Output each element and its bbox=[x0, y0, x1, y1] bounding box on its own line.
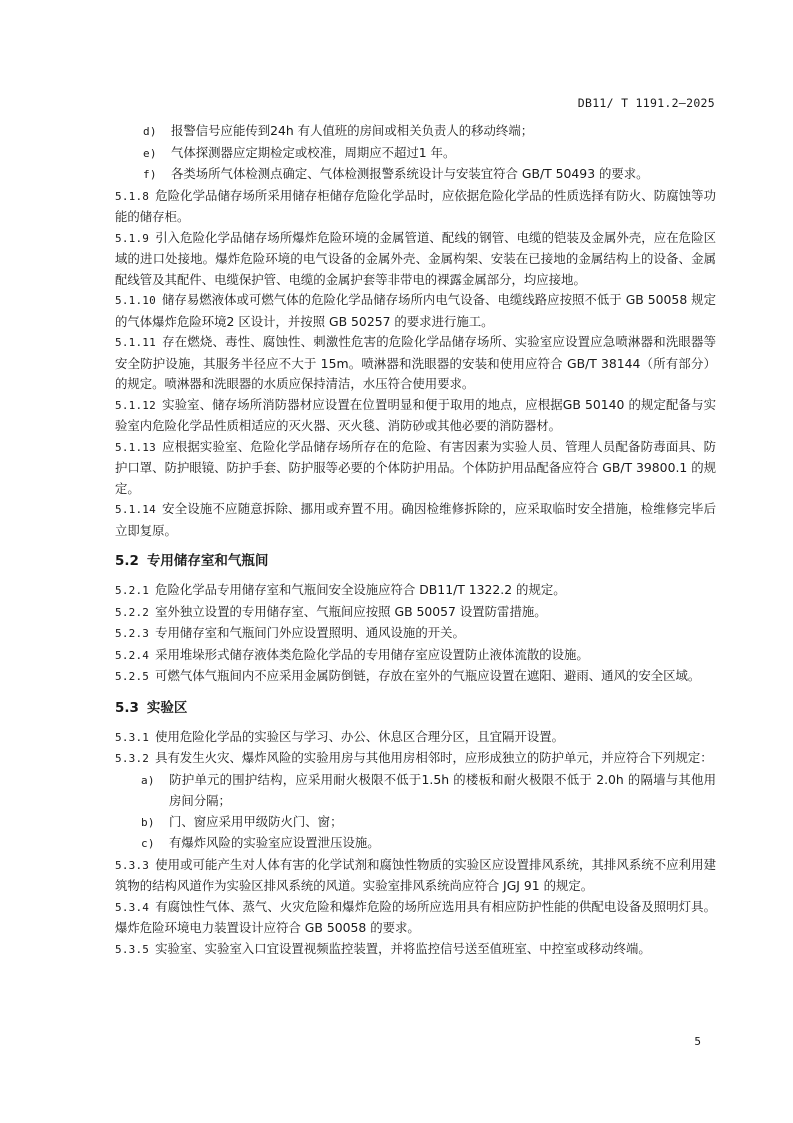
list-item bbox=[113, 833, 716, 855]
clause-text: 气体探测器应定期检定或校准，周期应不超过1 年。 bbox=[171, 144, 456, 160]
clause-number: 5.2.3 bbox=[115, 627, 150, 640]
clause bbox=[115, 727, 716, 749]
section-number: 5.2 bbox=[115, 553, 139, 569]
clause-number: d) bbox=[143, 125, 157, 138]
clause bbox=[115, 897, 716, 939]
section-number: 5.3 bbox=[115, 699, 139, 716]
clause-number: 5.1.13 bbox=[115, 440, 156, 454]
clause-number: 5.2.4 bbox=[115, 648, 150, 662]
clause-text: 实验室、储存场所消防器材应设置在位置明显和便于取用的地点，应根据GB 50140 的规定配备与实验室内危险化学品性质相适应的灭火器、灭火毯、消防砂或其他必要的消防器材。 bbox=[115, 396, 716, 433]
clause-text: 防护单元的围护结构，应采用耐火极限不低于1.5h 的楼板和耐火极限不低于 2.0h 的隔墙与其他用房间分隔； bbox=[169, 771, 716, 808]
clause-text: 危险化学品储存场所采用储存柜储存危险化学品时，应依据危险化学品的性质选择有防火、防腐蚀等功能的储存柜。 bbox=[115, 187, 716, 224]
clause-number: a) bbox=[141, 773, 155, 787]
clause-number: 5.3.3 bbox=[115, 858, 150, 872]
clause-text: 危险化学品专用储存室和气瓶间安全设施应符合 DB11/T 1322.2 的规定。 bbox=[155, 582, 566, 597]
clause-text: 储存易燃液体或可燃气体的危险化学品储存场所内电气设备、电缆线路应按照不低于 GB 50058 规定的气体爆炸危险环境2 区设计，并按照 GB 50257 的要求进行施工。 bbox=[115, 292, 716, 329]
clause-text: 引入危险化学品储存场所爆炸危险环境的金属管道、配线的钢管、电缆的铠装及金属外壳，应在危险区域的进口处接地。爆炸危险环境的电气设备的金属外壳、金属构架、安装在已接地的金属结构上的设备、金属配线管及其配件、电缆保护管、电缆的金属护套等非带电的裸露金属部分，均应接地。 bbox=[115, 229, 716, 287]
section-title: 专用储存室和气瓶间 bbox=[146, 553, 269, 569]
clause-list-53 bbox=[115, 727, 716, 961]
clause-number: 5.3.5 bbox=[115, 942, 150, 956]
clause bbox=[115, 855, 716, 897]
list-item bbox=[115, 164, 716, 186]
clause bbox=[115, 395, 716, 437]
clause bbox=[115, 645, 716, 667]
section-heading-5-3 bbox=[115, 698, 716, 718]
clause-text: 采用堆垛形式储存液体类危险化学品的专用储存室应设置防止液体流散的设施。 bbox=[155, 646, 589, 662]
clause-text: 有爆炸风险的实验室应设置泄压设施。 bbox=[169, 835, 380, 850]
clause-text: 实验室、实验室入口宜设置视频监控装置，并将监控信号送至值班室、中控室或移动终端。 bbox=[155, 940, 651, 956]
clause-number: 5.2.5 bbox=[115, 670, 150, 683]
clause bbox=[115, 748, 716, 770]
section-title: 实验区 bbox=[146, 699, 188, 716]
clause-text: 使用危险化学品的实验区与学习、办公、休息区合理分区，且宜隔开设置。 bbox=[155, 728, 565, 744]
clause bbox=[115, 623, 716, 645]
clause-text: 报警信号应能传到24h 有人值班的房间或相关负责人的移动终端； bbox=[171, 123, 534, 138]
clause-text: 使用或可能产生对人体有害的化学试剂和腐蚀性物质的实验区应设置排风系统，其排风系统不应利用建筑物的结构风道作为实验区排风系统的风道。实验室排风系统尚应符合 JGJ 91 的规定。 bbox=[115, 856, 716, 893]
clause-number: 5.1.9 bbox=[115, 231, 150, 245]
list-item bbox=[113, 812, 716, 834]
clause-list-51 bbox=[115, 121, 716, 541]
clause-number: 5.1.11 bbox=[115, 336, 156, 349]
clause-number: 5.1.8 bbox=[115, 189, 150, 203]
clause-number: 5.3.2 bbox=[115, 752, 150, 765]
clause bbox=[115, 228, 716, 291]
document-code: DB11/ T 1191.2—2025 bbox=[577, 96, 715, 110]
clause-number: 5.1.10 bbox=[115, 294, 156, 307]
clause-list-52 bbox=[115, 580, 716, 688]
list-item bbox=[115, 121, 716, 143]
clause-number: f) bbox=[143, 168, 157, 181]
clause-number: c) bbox=[141, 837, 155, 850]
clause-number: 5.2.2 bbox=[115, 605, 150, 619]
clause-number: b) bbox=[141, 815, 155, 829]
clause-text: 专用储存室和气瓶间门外应设置照明、通风设施的开关。 bbox=[155, 625, 465, 640]
clause-number: 5.1.14 bbox=[115, 503, 156, 516]
clause-text: 可燃气体气瓶间内不应采用金属防倒链，存放在室外的气瓶应设置在遮阳、避雨、通风的安全区域。 bbox=[155, 668, 701, 683]
clause-number: e) bbox=[143, 146, 157, 160]
clause bbox=[115, 602, 716, 624]
clause-number: 5.3.4 bbox=[115, 900, 150, 914]
section-heading-5-2 bbox=[115, 551, 716, 571]
clause bbox=[115, 499, 716, 541]
list-item bbox=[115, 143, 716, 165]
clause-number: 5.2.1 bbox=[115, 584, 150, 597]
clause bbox=[115, 290, 716, 332]
clause bbox=[115, 939, 716, 961]
clause bbox=[115, 580, 716, 602]
clause-text: 室外独立设置的专用储存室、气瓶间应按照 GB 50057 设置防雷措施。 bbox=[155, 603, 547, 619]
clause-text: 应根据实验室、危险化学品储存场所存在的危险、有害因素为实验人员、管理人员配备防毒面具、防护口罩、防护眼镜、防护手套、防护服等必要的个体防护用品。个体防护用品配备应符合 GB/T 39800.1 的规定。 bbox=[115, 438, 716, 496]
clause-text: 具有发生火灾、爆炸风险的实验用房与其他用房相邻时，应形成独立的防护单元，并应符合下列规定： bbox=[155, 750, 713, 765]
clause-text: 门、窗应采用甲级防火门、窗； bbox=[169, 813, 343, 829]
clause-number: 5.3.1 bbox=[115, 730, 150, 744]
list-item bbox=[113, 770, 716, 812]
document-body bbox=[115, 121, 716, 960]
clause bbox=[115, 186, 716, 228]
clause bbox=[115, 332, 716, 395]
clause bbox=[115, 437, 716, 500]
clause-text: 有腐蚀性气体、蒸气、火灾危险和爆炸危险的场所应选用具有相应防护性能的供配电设备及照明灯具。爆炸危险环境电力装置设计应符合 GB 50058 的要求。 bbox=[115, 898, 716, 935]
clause-number: 5.1.12 bbox=[115, 398, 156, 412]
clause-text: 各类场所气体检测点确定、气体检测报警系统设计与安装宜符合 GB/T 50493 的要求。 bbox=[171, 166, 649, 181]
clause-text: 存在燃烧、毒性、腐蚀性、刺激性危害的危险化学品储存场所、实验室应设置应急喷淋器和洗眼器等安全防护设施，其服务半径应不大于 15m。喷淋器和洗眼器的安装和使用应符合 GB/T 38144（所有部分）的规定。喷淋器和洗眼器的水质应保持清洁，水压符合使用要求。 bbox=[115, 334, 716, 391]
clause-text: 安全设施不应随意拆除、挪用或弃置不用。确因检维修拆除的，应采取临时安全措施，检维修完毕后立即复原。 bbox=[115, 501, 716, 538]
page-number: 5 bbox=[694, 1035, 701, 1048]
clause bbox=[115, 666, 716, 688]
